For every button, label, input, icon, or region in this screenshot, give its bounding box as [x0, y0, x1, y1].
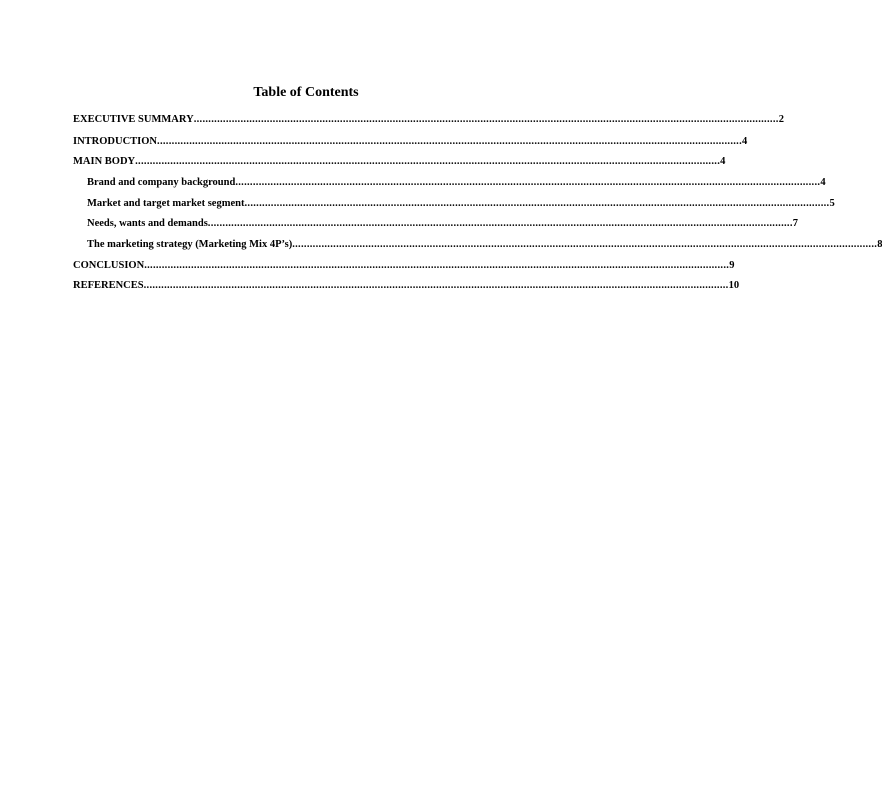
- toc-entry-introduction[interactable]: [73, 135, 748, 149]
- toc-entry-page: 8: [877, 239, 882, 250]
- toc-entry-page: 4: [820, 177, 826, 188]
- dot-leader: ........................................................................................................................................................................................................: [157, 136, 743, 147]
- toc-entry-label: EXECUTIVE SUMMARY: [73, 114, 194, 125]
- toc-entry-executive-summary[interactable]: [73, 113, 784, 127]
- toc-title: Table of Contents: [253, 85, 359, 100]
- dot-leader: ........................................................................................................................................................................................................: [292, 239, 878, 250]
- toc-entry-page: 4: [720, 156, 726, 167]
- toc-entry-label: CONCLUSION: [73, 260, 145, 271]
- dot-leader: ........................................................................................................................................................................................................: [143, 280, 729, 291]
- toc-entry-page: 2: [778, 114, 784, 125]
- toc-entry-main-body[interactable]: [73, 155, 726, 169]
- dot-leader: ........................................................................................................................................................................................................: [193, 114, 779, 125]
- dot-leader: ........................................................................................................................................................................................................: [244, 198, 830, 209]
- toc-entry-needs-wants[interactable]: [87, 217, 799, 231]
- toc-entry-page: 5: [829, 198, 835, 209]
- toc-entry-label: Needs, wants and demands: [87, 218, 208, 229]
- toc-entry-label: INTRODUCTION: [73, 136, 158, 147]
- dot-leader: ........................................................................................................................................................................................................: [135, 156, 721, 167]
- toc-entry-conclusion[interactable]: [73, 259, 735, 273]
- dot-leader: ........................................................................................................................................................................................................: [144, 260, 730, 271]
- toc-entry-page: 10: [728, 280, 740, 291]
- toc-entry-label: The marketing strategy (Marketing Mix 4P’s): [87, 239, 293, 250]
- dot-leader: ........................................................................................................................................................................................................: [207, 218, 793, 229]
- dot-leader: ........................................................................................................................................................................................................: [235, 177, 821, 188]
- toc-entry-label: Brand and company background: [87, 177, 236, 188]
- toc-entry-market-segment[interactable]: [87, 197, 835, 211]
- toc-entry-references[interactable]: [73, 279, 740, 293]
- toc-entry-label: REFERENCES: [73, 280, 144, 291]
- toc-entry-label: Market and target market segment: [87, 198, 245, 209]
- toc-entry-label: MAIN BODY: [73, 156, 136, 167]
- toc-entry-page: 9: [729, 260, 735, 271]
- toc-entry-marketing-strategy[interactable]: [87, 238, 882, 252]
- toc-entry-page: 7: [792, 218, 799, 229]
- toc-entry-page: 4: [742, 136, 748, 147]
- toc-entry-brand-background[interactable]: [87, 176, 826, 190]
